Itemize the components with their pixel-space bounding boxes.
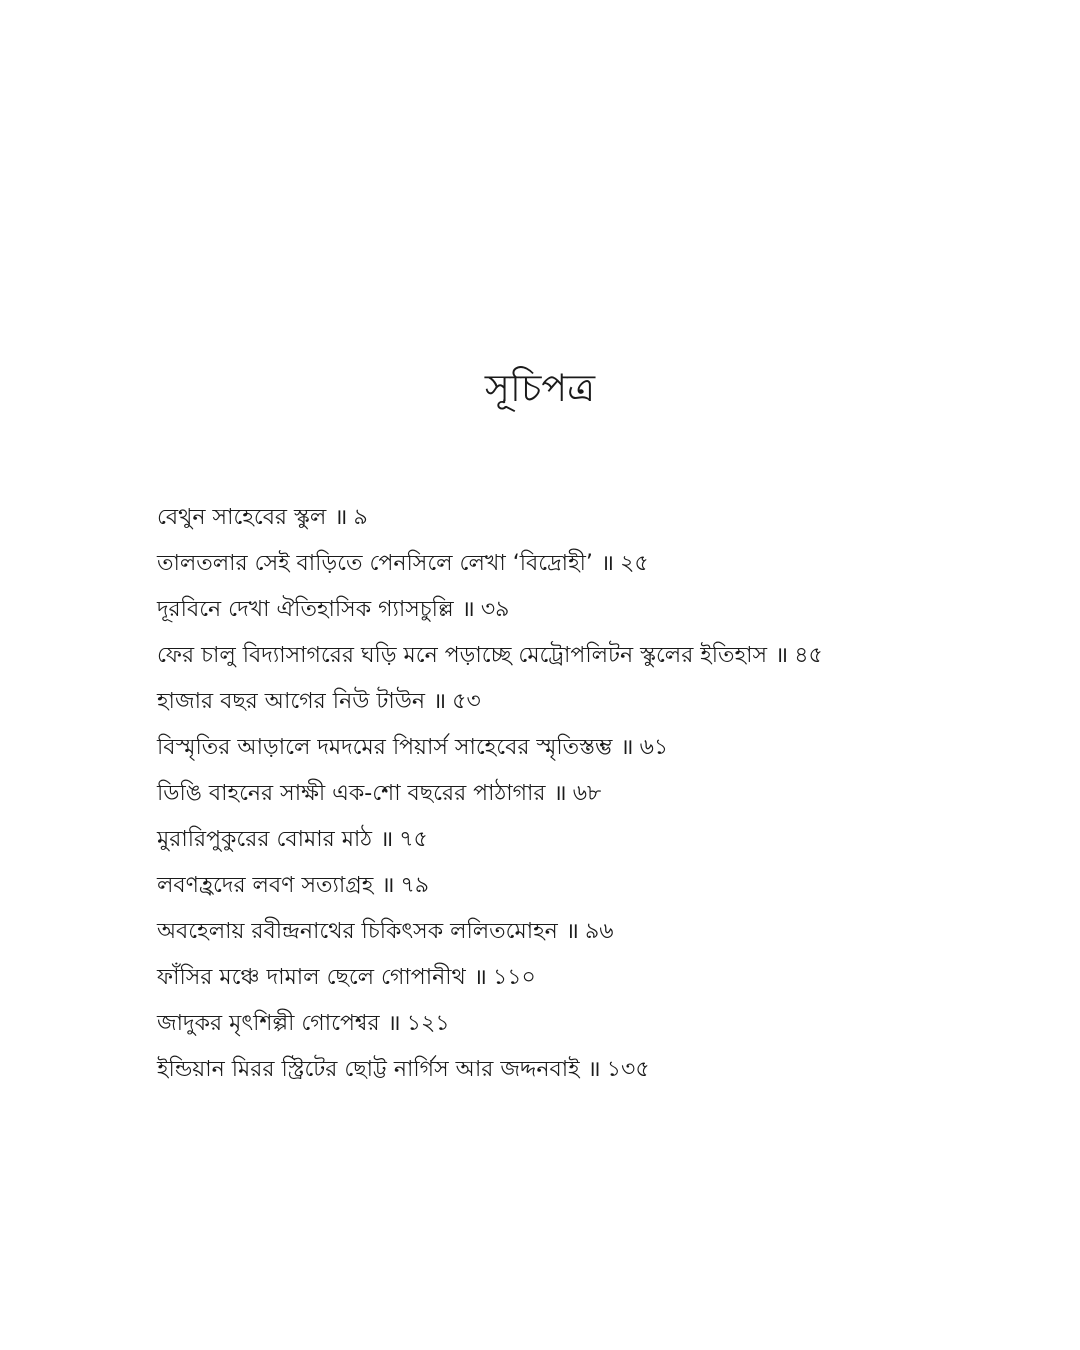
toc-entry — [157, 955, 1057, 1001]
toc-entry-title: ফাঁসির মঞ্চে দামাল ছেলে গোপানীথ — [157, 965, 466, 990]
toc-page-number: ৭৯ — [400, 873, 430, 898]
toc-entry — [157, 725, 1057, 771]
toc-entry-title: দূরবিনে দেখা ঐতিহাসিক গ্যাসচুল্লি — [157, 597, 454, 622]
toc-page-number: ২৫ — [620, 551, 649, 576]
toc-page-number: ৫৩ — [452, 689, 481, 714]
page-title: সূচিপত্র — [484, 366, 596, 410]
toc-page-number: ৯ — [353, 505, 368, 530]
toc-separator: ॥ — [620, 735, 634, 760]
toc-page-number: ১৩৫ — [606, 1057, 650, 1082]
toc-separator: ॥ — [565, 919, 579, 944]
toc-entry-title: ডিঙি বাহনের সাক্ষী এক-শো বছরের পাঠাগার — [157, 781, 546, 806]
table-of-contents — [157, 495, 1057, 1093]
toc-entry-title: অবহেলায় রবীন্দ্রনাথের চিকিৎসক ললিতমোহন — [157, 919, 558, 944]
toc-page-number: ৯৬ — [584, 919, 614, 944]
toc-separator: ॥ — [381, 873, 395, 898]
toc-entry-title: ফের চালু বিদ্যাসাগরের ঘড়ি মনে পড়াচ্ছে মেট্রোপলিটন স্কুলের ইতিহাস — [157, 643, 768, 668]
toc-entry — [157, 1047, 1057, 1093]
toc-separator: ॥ — [600, 551, 615, 576]
toc-separator: ॥ — [461, 597, 475, 622]
toc-separator: ॥ — [775, 643, 789, 668]
toc-page-number: ১২১ — [406, 1011, 450, 1036]
toc-entry — [157, 1001, 1057, 1047]
toc-entry — [157, 679, 1057, 725]
toc-separator: ॥ — [380, 827, 394, 852]
toc-page-number: ৩৯ — [480, 597, 510, 622]
toc-separator: ॥ — [473, 965, 487, 990]
toc-entry-title: ইন্ডিয়ান মিরর স্ট্রিটের ছোট্ট নার্গিস আর জদ্দনবাই — [157, 1057, 580, 1082]
toc-entry — [157, 633, 1057, 679]
toc-entry-title: হাজার বছর আগের নিউ টাউন — [157, 689, 425, 714]
toc-separator: ॥ — [432, 689, 447, 714]
toc-entry — [157, 541, 1057, 587]
toc-entry — [157, 817, 1057, 863]
toc-entry-title: মুরারিপুকুরের বোমার মাঠ — [157, 827, 373, 852]
toc-page-number: ৬৮ — [572, 781, 602, 806]
toc-entry — [157, 771, 1057, 817]
toc-entry — [157, 909, 1057, 955]
toc-page-number: ৭৫ — [399, 827, 428, 852]
toc-page-number: ১১০ — [492, 965, 536, 990]
toc-entry-title: বেথুন সাহেবের স্কুল — [157, 505, 327, 530]
toc-entry-title: লবণহ্রদের লবণ সত্যাগ্রহ — [157, 873, 374, 898]
toc-entry — [157, 495, 1057, 541]
toc-separator: ॥ — [387, 1011, 401, 1036]
toc-page-number: ৪৫ — [794, 643, 823, 668]
toc-entry-title: তালতলার সেই বাড়িতে পেনসিলে লেখা ‘বিদ্রোহী’ — [157, 551, 593, 576]
toc-entry — [157, 863, 1057, 909]
toc-entry — [157, 587, 1057, 633]
toc-entry-title: জাদুকর মৃৎশিল্পী গোপেশ্বর — [157, 1011, 380, 1036]
toc-separator: ॥ — [587, 1057, 601, 1082]
toc-separator: ॥ — [553, 781, 567, 806]
toc-page-number: ৬১ — [639, 735, 669, 760]
toc-separator: ॥ — [334, 505, 348, 530]
toc-entry-title: বিস্মৃতির আড়ালে দমদমের পিয়ার্স সাহেবের স্মৃতিস্তম্ভ — [157, 735, 613, 760]
